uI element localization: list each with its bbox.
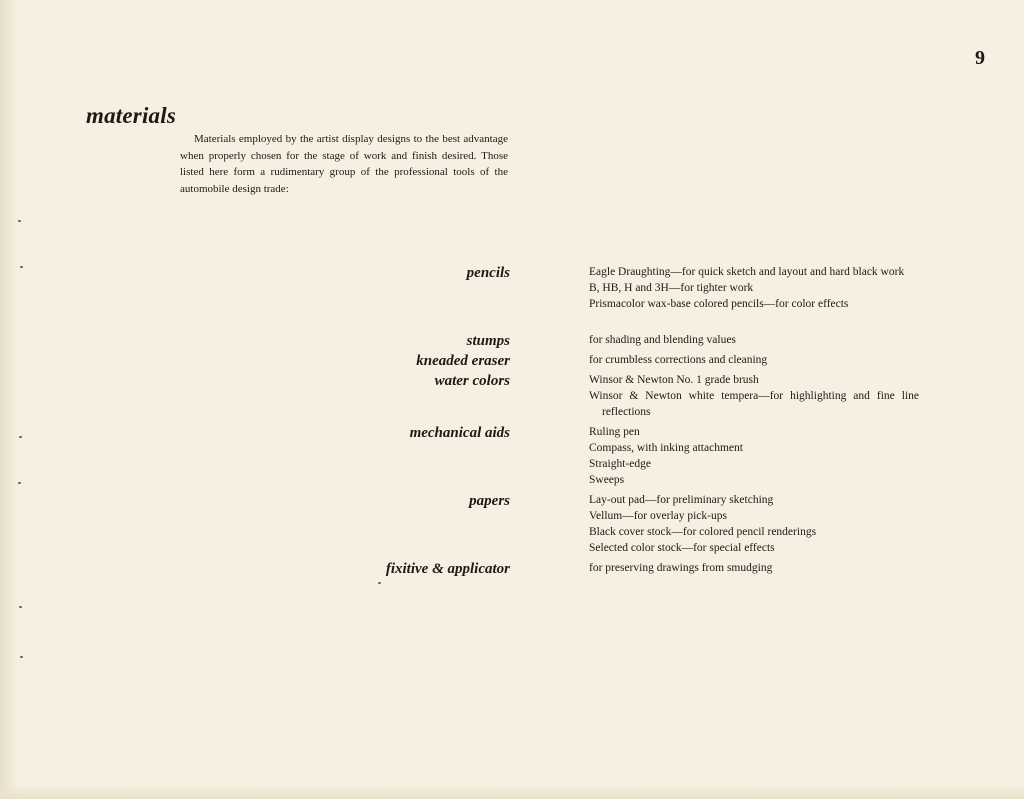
item-list xyxy=(589,264,919,312)
category-label: water colors xyxy=(434,373,510,389)
paper-speck xyxy=(18,482,21,484)
list-item: Prismacolor wax-base colored pencils—for color effects xyxy=(589,298,849,310)
list-item: B, HB, H and 3H—for tighter work xyxy=(589,282,754,294)
paper-speck xyxy=(20,266,23,268)
list-item: for preserving drawings from smudging xyxy=(589,562,773,574)
list-item: Black cover stock—for colored pencil renderings xyxy=(589,526,817,538)
item-list xyxy=(589,492,919,556)
page-number: 9 xyxy=(975,47,985,69)
list-item: Winsor & Newton No. 1 grade brush xyxy=(589,374,759,386)
list-item: for shading and blending values xyxy=(589,334,736,346)
intro-paragraph: Materials employed by the artist display designs to the best advantage when properly chosen for the stage of work and finish desired. Those listed here form a rudimentary group of the professional tools of the automobile design trade: xyxy=(180,133,508,195)
item-list xyxy=(589,560,919,576)
category-label: papers xyxy=(469,493,510,509)
paper-speck xyxy=(20,656,23,658)
item-list xyxy=(589,352,919,368)
item-list xyxy=(589,424,919,488)
paper-speck xyxy=(19,606,22,608)
list-item: Ruling pen xyxy=(589,426,640,438)
list-item: Selected color stock—for special effects xyxy=(589,542,775,554)
list-item: Compass, with inking attachment xyxy=(589,442,743,454)
list-item: Eagle Draughting—for quick sketch and layout and hard black work xyxy=(589,266,905,278)
paper-speck xyxy=(18,220,21,222)
paper-speck xyxy=(19,436,22,438)
list-item: Lay-out pad—for preliminary sketching xyxy=(589,494,774,506)
paper-speck xyxy=(378,582,381,584)
item-list xyxy=(589,372,919,420)
list-item: for crumbless corrections and cleaning xyxy=(589,354,768,366)
category-label: fixitive & applicator xyxy=(385,561,510,577)
list-item: Straight-edge xyxy=(589,458,651,470)
list-item: Winsor & Newton white tempera—for highlighting and fine line reflections xyxy=(589,390,919,418)
category-label: mechanical aids xyxy=(409,425,510,441)
category-label: stumps xyxy=(466,333,510,349)
category-label: kneaded eraser xyxy=(416,353,510,369)
item-list xyxy=(589,332,919,348)
section-title: materials xyxy=(86,103,176,128)
category-label: pencils xyxy=(466,265,510,281)
list-item: Vellum—for overlay pick-ups xyxy=(589,510,727,522)
list-item: Sweeps xyxy=(589,474,625,486)
